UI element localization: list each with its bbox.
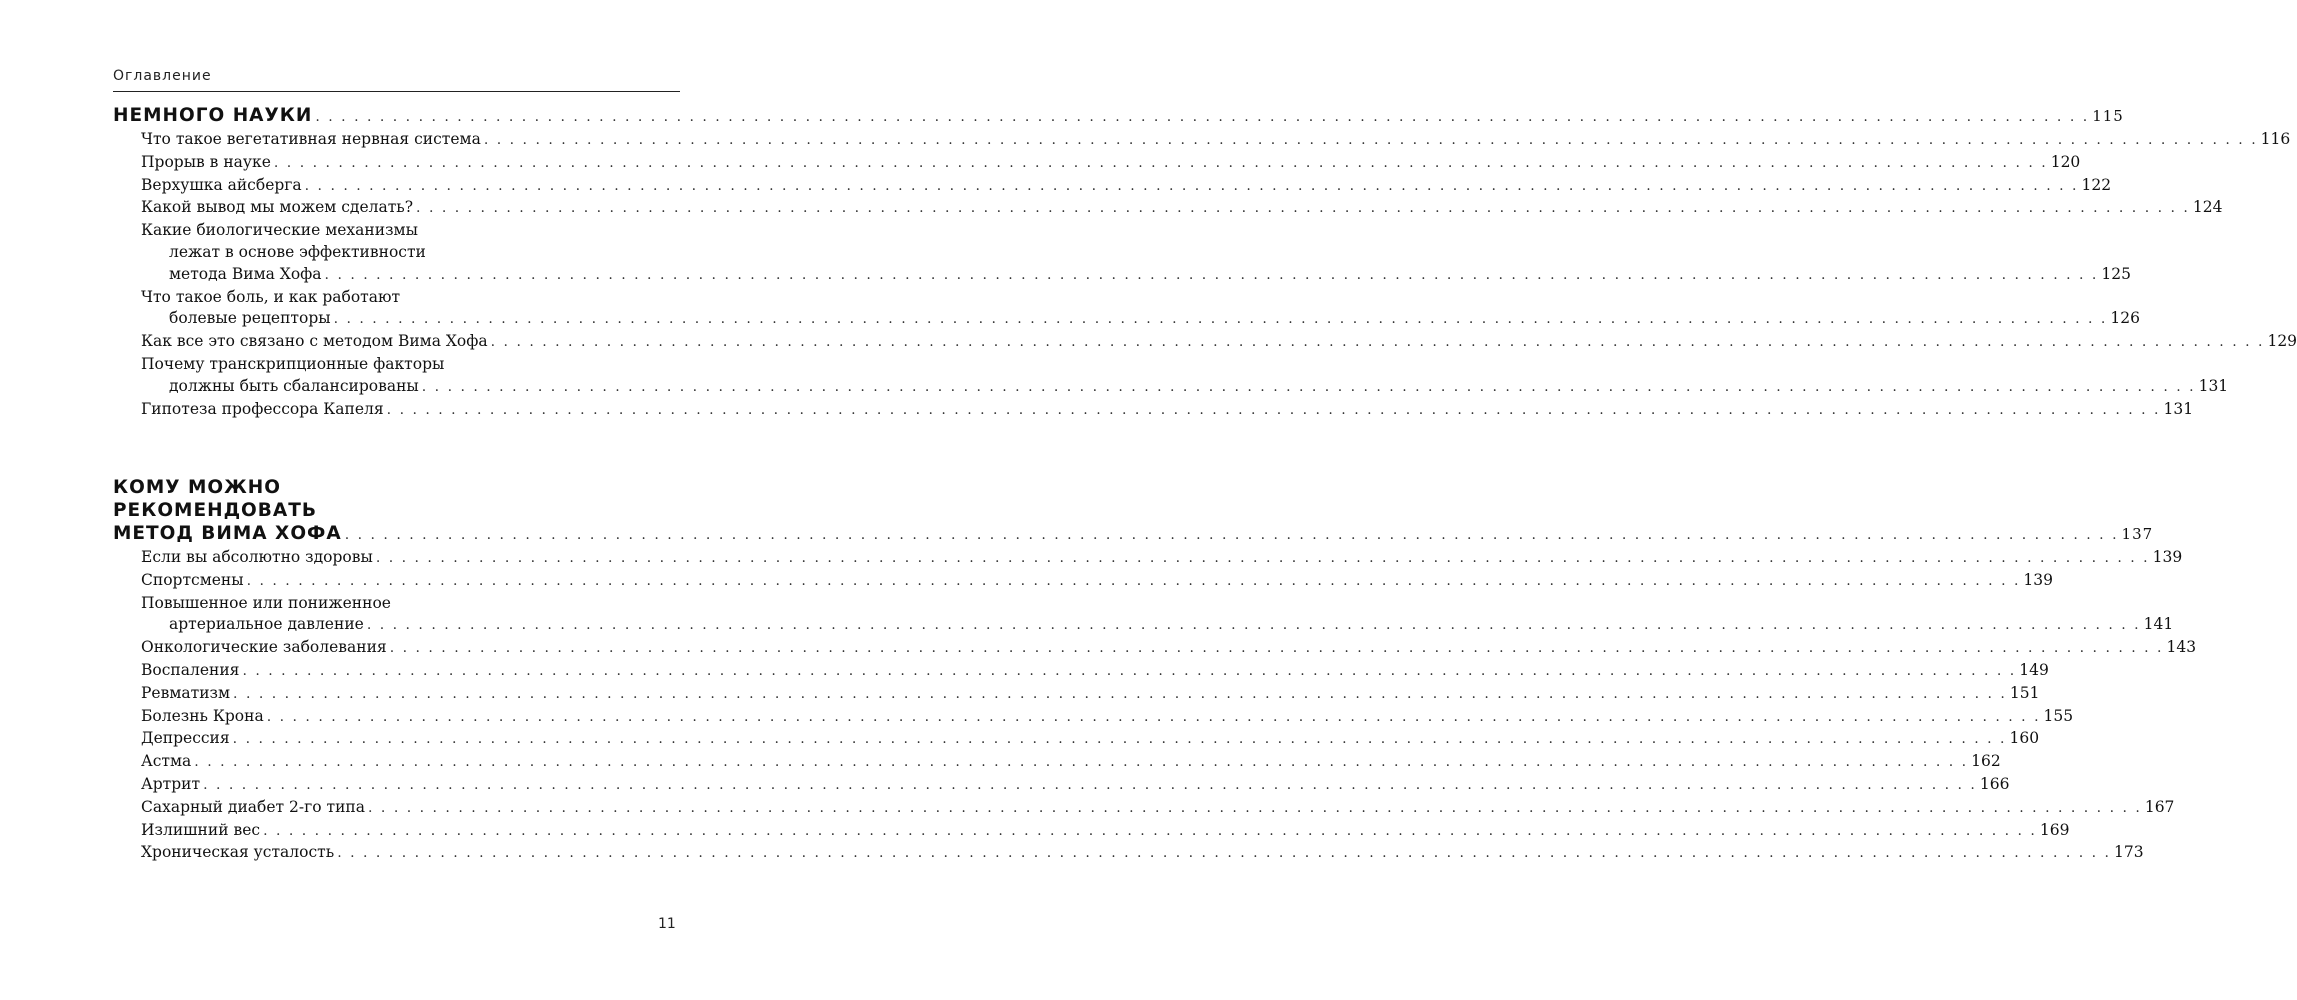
toc-entry-page: 125 [2101,264,2131,283]
toc-entry-page: 167 [2144,797,2175,816]
toc-entry-page: 131 [2163,399,2194,418]
toc-entry-title: Астма [141,752,192,771]
leader-dots [233,731,2007,747]
toc-entry-page: 151 [2009,683,2040,702]
leader-dots [491,334,2265,350]
section-title[interactable] [113,104,2124,129]
leader-dots [263,823,2037,839]
section-title-text: НЕМНОГО НАУКИ [113,105,313,126]
toc-entry-title: Как все это связано с методом Вима Хофа [141,332,488,351]
section-title-row[interactable] [113,104,2124,129]
leader-dots [242,663,2016,679]
toc-entry-page: 169 [2039,820,2070,839]
section-title-row[interactable] [113,522,2154,547]
leader-dots [334,311,2108,327]
toc-entry-title: Хроническая усталость [141,843,335,862]
toc-entry-title: Какие биологические механизмы [141,221,418,240]
toc-entry-page: 162 [1971,752,2001,771]
toc-entry-row [141,308,2140,331]
toc-list [113,547,2197,865]
toc-entry-title: Повышенное или пониженное [141,593,391,612]
leader-dots [422,379,2196,395]
leader-dots [337,845,2111,861]
toc-entry[interactable] [113,660,2049,683]
toc-entry-title: Спортсмены [141,570,244,589]
leader-dots [247,573,2021,589]
toc-entry[interactable] [113,287,2140,332]
toc-entry-page: 166 [1979,774,2010,793]
leader-dots [368,800,2142,816]
toc-entry-page: 143 [2166,638,2197,657]
toc-entry[interactable] [113,354,2229,399]
toc-entry-row [141,570,2054,593]
toc-entry-page: 120 [2050,152,2081,171]
toc-entry[interactable] [113,842,2144,865]
toc-entry-row [141,820,2070,843]
toc-entry-page: 129 [2267,332,2297,351]
toc-list [113,129,2297,421]
toc-entry-page: 173 [2114,843,2144,862]
leader-dots [194,754,1968,770]
toc-entry-row [141,728,2040,751]
leader-dots [325,267,2099,283]
toc-entry-row [141,751,2001,774]
running-head: Оглавление [113,68,212,84]
header-rule [113,91,680,92]
leader-dots [267,709,2041,725]
toc-entry-page: 139 [2023,570,2054,589]
toc-section [113,104,2297,421]
toc-entry-title: должны быть сбалансированы [169,376,419,395]
section-title-text: МЕТОД ВИМА ХОФА [113,523,342,544]
toc-entry-row [141,152,2081,175]
toc-entry[interactable] [113,129,2291,152]
leader-dots [203,777,1977,793]
toc-entry-row [141,376,2229,399]
toc-entry-row [141,683,2040,706]
leader-dots [345,527,2119,543]
toc-entry-page: 116 [2260,130,2291,148]
toc-entry-row [141,797,2175,820]
toc-entry-row [141,399,2194,422]
toc-entry[interactable] [113,152,2081,175]
toc-entry-row [141,547,2183,570]
toc-entry-row [141,706,2074,729]
toc-entry[interactable] [113,683,2040,706]
toc-entry-title: болевые рецепторы [169,309,331,328]
toc-entry[interactable] [113,570,2054,593]
toc-entry-row [141,264,2131,287]
toc-entry[interactable] [113,593,2174,638]
toc-entry-title: Ревматизм [141,683,231,702]
toc-entry[interactable] [113,797,2175,820]
leader-dots [376,550,2150,566]
toc-entry[interactable] [113,547,2183,570]
toc-entry-page: 126 [2110,309,2140,328]
toc-entry-title: Депрессия [141,729,230,748]
toc-entry-title: Гипотеза профессора Капеля [141,399,384,418]
toc-entry-row [141,637,2197,660]
toc-entry-page: 122 [2081,175,2112,194]
leader-dots [315,109,2089,125]
toc-entry[interactable] [113,175,2112,198]
toc-entry-title: Артрит [141,774,201,793]
leader-dots [305,178,2079,194]
toc-entry-row [141,331,2297,354]
leader-dots [484,132,2258,148]
leader-dots [274,155,2048,171]
page-number: 11 [658,916,676,932]
toc-entry-page: 155 [2043,706,2074,725]
section-title[interactable] [113,476,2154,547]
toc-entry-row [141,774,2010,797]
toc-entry-row [141,129,2291,152]
toc-entry-title: Излишний вес [141,820,261,839]
toc-entry-page: 141 [2143,615,2174,634]
toc-entry-title: Если вы абсолютно здоровы [141,548,373,566]
toc-entry[interactable] [113,751,2001,774]
toc-entry-title: Сахарный диабет 2-го типа [141,797,366,816]
section-page-number: 137 [2121,525,2154,543]
toc-entry[interactable] [113,331,2297,354]
toc-entry-row [141,175,2112,198]
toc-entry-row [141,842,2144,865]
toc-entry-title: метода Вима Хофа [169,264,322,283]
toc-entry-title: Воспаления [141,660,240,679]
toc-entry[interactable] [113,220,2131,286]
toc-entry-title: Что такое боль, и как работают [141,287,401,306]
toc-entry[interactable] [113,197,2223,220]
toc-entry-page: 160 [2009,729,2040,748]
toc-entry-title: лежат в основе эффективности [169,242,426,261]
toc-entry[interactable] [113,774,2010,797]
toc-entry-page: 124 [2192,198,2223,217]
toc-entry-row [141,660,2049,683]
toc-section [113,476,2197,865]
toc-entry-title: Онкологические заболевания [141,638,387,657]
toc-entry-title: Верхушка айсберга [141,175,302,194]
toc-entry-title: артериальное давление [169,615,364,634]
toc-entry-title: Прорыв в науке [141,152,271,171]
section-page-number: 115 [2092,107,2124,125]
toc-entry-title: Болезнь Крона [141,706,264,725]
toc-entry[interactable] [113,728,2040,751]
leader-dots [387,402,2161,418]
leader-dots [416,200,2190,216]
toc-entry-row [141,614,2174,637]
toc-entry-row [141,197,2223,220]
leader-dots [390,640,2164,656]
toc-entry-title: Какой вывод мы можем сделать? [141,198,414,217]
toc-entry-title: Что такое вегетативная нервная система [141,130,481,148]
toc-entry-page: 139 [2152,548,2183,566]
leader-dots [233,686,2007,702]
toc-entry[interactable] [113,637,2197,660]
toc-entry-page: 149 [2019,660,2049,679]
toc-entry-page: 131 [2198,376,2229,395]
section-title-text: КОМУ МОЖНО [113,477,281,498]
toc-entry-title: Почему транскрипционные факторы [141,354,445,373]
toc-entry[interactable] [113,706,2074,729]
toc-entry[interactable] [113,399,2194,422]
leader-dots [367,617,2141,633]
toc-entry[interactable] [113,820,2070,843]
section-title-text: РЕКОМЕНДОВАТЬ [113,500,317,521]
